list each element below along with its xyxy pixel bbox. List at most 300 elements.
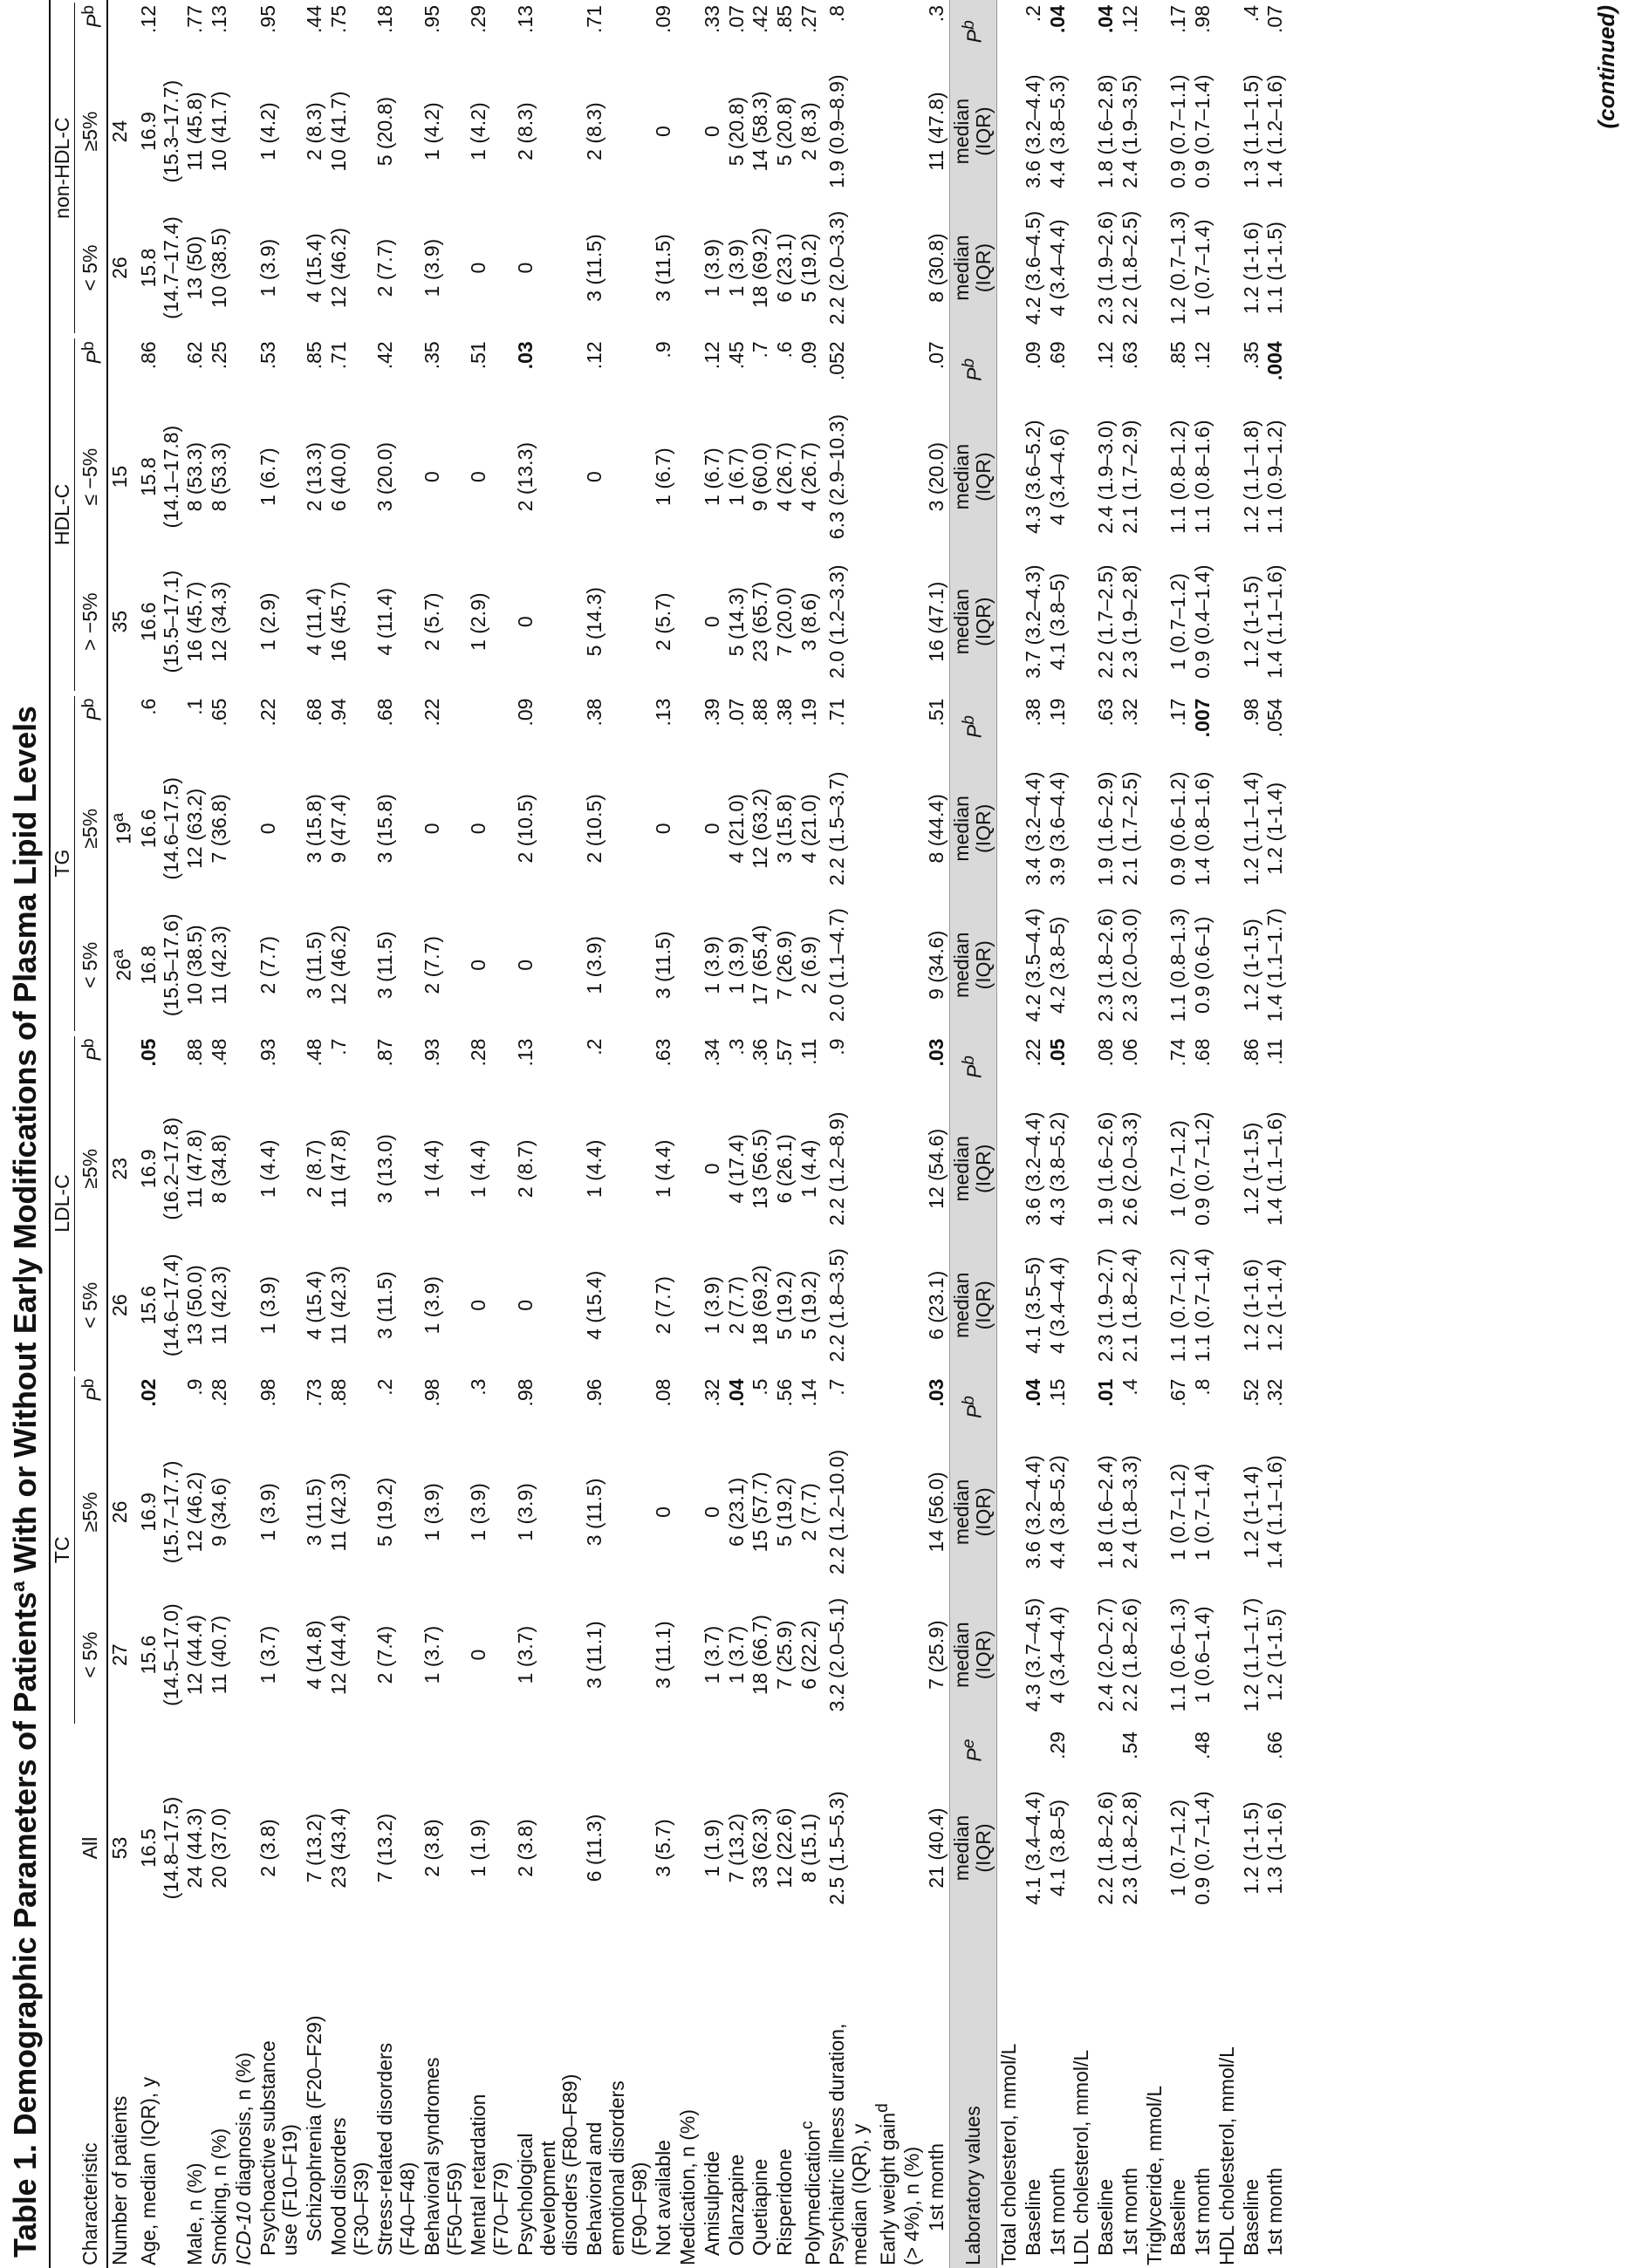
p-header: $P^b$ bbox=[79, 1374, 107, 1441]
value-cell: 5 (19.2) bbox=[773, 1270, 797, 1340]
p-value-cell: .94 bbox=[326, 698, 350, 727]
lab-median-header: median (IQR) bbox=[949, 200, 997, 336]
subheader: ≥5% bbox=[79, 63, 107, 199]
value-cell: 23 bbox=[108, 1158, 132, 1180]
value-cell: 7 (13.2) bbox=[373, 1813, 397, 1883]
p-value-cell: .9 bbox=[183, 1378, 207, 1396]
lab-median-header: median (IQR) bbox=[949, 63, 997, 199]
value-cell bbox=[232, 63, 257, 199]
value-cell: 2 (7.7) bbox=[420, 936, 443, 994]
subheader: > −5% bbox=[79, 550, 107, 693]
table-row bbox=[1143, 0, 1167, 2268]
row-label: Psychiatric illness duration, median (IQR), y bbox=[825, 2023, 871, 2265]
value-cell bbox=[872, 1583, 900, 1726]
value-cell: 4 (26.7) bbox=[797, 441, 820, 512]
value-cell: 4 (14.8) bbox=[303, 1620, 326, 1690]
value-cell: 1.8 (1.6–2.8) bbox=[1094, 74, 1118, 188]
p-value-cell bbox=[1070, 1726, 1094, 1774]
value-cell: 2.2 (1.2–10.0) bbox=[825, 1449, 849, 1575]
value-cell: 26 bbox=[108, 256, 132, 279]
value-cell: 1.2 (1.1–1.7) bbox=[1239, 1597, 1262, 1712]
p-value-cell bbox=[1215, 1034, 1240, 1101]
p-value-cell: .12 bbox=[136, 5, 160, 33]
value-cell: 4 (3.4–4.4) bbox=[1045, 219, 1069, 317]
value-cell: 4 (3.4–4.4) bbox=[1045, 1606, 1069, 1704]
value-cell bbox=[1215, 1441, 1240, 1584]
lab-median-header: median (IQR) bbox=[949, 1101, 997, 1237]
value-cell: 2.3 (2.0–3.0) bbox=[1118, 908, 1141, 1022]
value-cell: 2 (7.7) bbox=[797, 1483, 820, 1541]
row-label: Age, median (IQR), y bbox=[136, 2076, 160, 2265]
row-label: Mood disorders (F30–F39) bbox=[326, 2117, 373, 2256]
p-header: $P^b$ bbox=[79, 0, 107, 63]
p-value-cell: .29 bbox=[467, 5, 490, 33]
value-cell: 1 (6.7) bbox=[700, 447, 723, 506]
value-cell: 1.1 (0.8–1.6) bbox=[1191, 420, 1214, 534]
value-cell: 1 (3.7) bbox=[724, 1625, 748, 1684]
value-cell bbox=[1143, 1774, 1167, 1922]
value-cell: 2 (3.8) bbox=[420, 1819, 443, 1877]
p-value-cell: .77 bbox=[183, 5, 207, 33]
table-row bbox=[107, 0, 136, 2268]
row-label: Medication, n (%) bbox=[676, 2109, 700, 2265]
row-label: Baseline bbox=[1239, 2178, 1262, 2256]
value-cell: 1.2 (1.1–1.8) bbox=[1239, 420, 1262, 534]
p-value-cell: .17 bbox=[1166, 698, 1190, 727]
p-value-cell: .85 bbox=[303, 341, 326, 370]
value-cell: 0 bbox=[700, 126, 723, 138]
value-cell: 9 (60.0) bbox=[749, 441, 772, 512]
value-cell: 1 (3.9) bbox=[420, 1276, 443, 1335]
p-value-cell bbox=[872, 0, 900, 63]
all-header: All bbox=[79, 1774, 107, 1922]
value-cell bbox=[676, 550, 701, 693]
value-cell bbox=[872, 403, 900, 550]
lab-p-header: $P^b$ bbox=[949, 1034, 997, 1101]
value-cell: 11 (42.3) bbox=[208, 926, 231, 1005]
value-cell: 2.2 (1.8–2.6) bbox=[1094, 1791, 1118, 1905]
value-cell: 11 (40.7) bbox=[208, 1615, 231, 1695]
p-value-cell: .03 bbox=[513, 341, 537, 370]
p-value-cell: .71 bbox=[326, 341, 350, 370]
p-value-cell bbox=[900, 1374, 925, 1441]
p-value-cell bbox=[676, 0, 701, 63]
p-value-cell: .15 bbox=[1045, 1378, 1069, 1407]
p-value-cell: .07 bbox=[724, 5, 748, 33]
row-label: Male, n (%) bbox=[183, 2162, 207, 2265]
value-cell: 4 (11.4) bbox=[303, 587, 326, 656]
p-value-cell bbox=[514, 1726, 583, 1774]
p-value-cell: .07 bbox=[724, 698, 748, 727]
p-value-cell: .66 bbox=[1263, 1731, 1287, 1759]
value-cell: 2.2 (1.5–3.7) bbox=[825, 771, 849, 886]
value-cell: 4 (15.4) bbox=[583, 1270, 606, 1340]
value-cell: 0.9 (0.4–1.4) bbox=[1191, 564, 1214, 679]
value-cell bbox=[1070, 1101, 1094, 1237]
value-cell: 9 (34.6) bbox=[208, 1477, 231, 1547]
p-value-cell bbox=[107, 336, 136, 403]
table-row bbox=[1070, 0, 1094, 2268]
value-cell: 2.4 (1.9–3.0) bbox=[1094, 420, 1118, 534]
value-cell: 2 (8.3) bbox=[583, 102, 606, 161]
value-cell: 1.1 (0.8–1.2) bbox=[1166, 420, 1190, 534]
p-value-cell: .71 bbox=[583, 5, 606, 33]
table-row bbox=[825, 0, 872, 2268]
p-value-cell: .6 bbox=[773, 341, 797, 359]
value-cell: 2 (7.7) bbox=[652, 1276, 675, 1335]
value-cell bbox=[1070, 761, 1094, 897]
p-value-cell bbox=[107, 1034, 136, 1101]
value-cell bbox=[676, 1237, 701, 1373]
value-cell: 1.2 (1-1.4) bbox=[1263, 782, 1287, 875]
value-cell bbox=[232, 1237, 257, 1373]
value-cell: 3 (15.8) bbox=[303, 794, 326, 864]
p-value-cell: .12 bbox=[1118, 5, 1141, 33]
p-value-cell: .88 bbox=[326, 1378, 350, 1407]
value-cell: 4.3 (3.6–5.2) bbox=[1021, 420, 1044, 534]
value-cell bbox=[1215, 550, 1240, 693]
value-cell: 1 (0.7–1.2) bbox=[1166, 1799, 1190, 1897]
value-cell: 4.1 (3.8–5) bbox=[1045, 573, 1069, 671]
value-cell bbox=[676, 403, 701, 550]
value-cell bbox=[1070, 1237, 1094, 1373]
p-value-cell: .4 bbox=[1239, 5, 1262, 23]
value-cell: 2.2 (1.8–2.5) bbox=[1118, 210, 1141, 325]
value-cell: 1 (0.7–1.4) bbox=[1191, 1463, 1214, 1561]
p-value-cell: .29 bbox=[1045, 1731, 1069, 1759]
value-cell bbox=[997, 1237, 1022, 1373]
p-value-cell: .04 bbox=[1021, 1378, 1044, 1407]
value-cell bbox=[1070, 1774, 1094, 1922]
table-row bbox=[1215, 0, 1240, 2268]
p-value-cell bbox=[1143, 336, 1167, 403]
p-value-cell: .19 bbox=[1045, 698, 1069, 727]
p-value-cell: .69 bbox=[1045, 341, 1069, 370]
value-cell: 17 (65.4) bbox=[749, 925, 772, 1006]
value-cell: 4.3 (3.7–4.5) bbox=[1021, 1597, 1044, 1712]
p-value-cell: .48 bbox=[208, 1038, 231, 1067]
value-cell: 1.4 (1.2–1.6) bbox=[1263, 74, 1287, 188]
row-label: 1st month bbox=[1263, 2168, 1287, 2256]
value-cell: 13 (50.0) bbox=[183, 1265, 207, 1346]
p-value-cell: .33 bbox=[700, 5, 723, 33]
value-cell: 6 (26.1) bbox=[773, 1134, 797, 1204]
header-row-groups bbox=[50, 0, 79, 2268]
row-label: Number of patients bbox=[108, 2095, 132, 2265]
subheader: ≥5% bbox=[79, 761, 107, 897]
value-cell: 5 (19.2) bbox=[797, 233, 820, 303]
p-value-cell bbox=[232, 693, 257, 761]
p-value-cell bbox=[1215, 1726, 1240, 1774]
value-cell: 2 (7.7) bbox=[373, 238, 397, 297]
value-cell: 4 (21.0) bbox=[797, 794, 820, 864]
lab-p-header: $P^b$ bbox=[949, 1374, 997, 1441]
value-cell bbox=[997, 200, 1022, 336]
p-value-cell: .32 bbox=[1118, 698, 1141, 727]
value-cell: 5 (19.2) bbox=[773, 1477, 797, 1547]
value-cell: 0 bbox=[513, 262, 537, 274]
value-cell: 0 bbox=[700, 1163, 723, 1175]
value-cell: 6 (23.1) bbox=[773, 233, 797, 303]
value-cell: 7 (20.0) bbox=[773, 587, 797, 657]
value-cell: 1 (3.9) bbox=[256, 1276, 279, 1335]
p-value-cell bbox=[997, 1726, 1022, 1774]
value-cell bbox=[676, 1441, 701, 1584]
lab-median-header: median (IQR) bbox=[949, 1441, 997, 1584]
value-cell: 9 (34.6) bbox=[924, 930, 947, 1000]
value-cell bbox=[1070, 550, 1094, 693]
table-row bbox=[373, 0, 421, 2268]
value-cell: 12 (44.4) bbox=[326, 1615, 350, 1696]
value-cell: 2 (13.3) bbox=[513, 441, 537, 512]
row-label: Behavioral and emotional disorders (F90–F98) bbox=[583, 2080, 651, 2256]
p-value-cell: .2 bbox=[583, 1038, 606, 1055]
p-value-cell bbox=[1143, 1374, 1167, 1441]
value-cell: 12 (63.2) bbox=[749, 788, 772, 869]
value-cell: 0 bbox=[256, 823, 279, 835]
value-cell: 4.4 (3.8–5.2) bbox=[1045, 1455, 1069, 1569]
p-value-cell bbox=[749, 1726, 773, 1774]
value-cell bbox=[676, 63, 701, 199]
p-value-cell: .05 bbox=[1045, 1038, 1069, 1067]
value-cell: 0.9 (0.7–1.1) bbox=[1166, 74, 1190, 188]
p-value-cell: .38 bbox=[773, 698, 797, 727]
value-cell: 3 (11.5) bbox=[303, 1478, 326, 1547]
p-value-cell bbox=[107, 0, 136, 63]
value-cell: 3 (11.5) bbox=[373, 931, 397, 1000]
lab-body bbox=[997, 0, 1289, 2268]
value-cell: 2 (6.9) bbox=[797, 936, 820, 994]
p-value-cell bbox=[676, 1374, 701, 1441]
value-cell: 2 (10.5) bbox=[513, 794, 537, 864]
value-cell: 16 (45.7) bbox=[326, 581, 350, 662]
p-value-cell bbox=[773, 1726, 797, 1774]
lab-section bbox=[949, 0, 997, 2268]
value-cell: 7 (25.9) bbox=[924, 1620, 947, 1690]
value-cell: 18 (69.2) bbox=[749, 1265, 772, 1346]
value-cell: 2.3 (1.9–2.6) bbox=[1094, 210, 1118, 325]
value-cell: 21 (40.4) bbox=[924, 1807, 947, 1889]
value-cell bbox=[1215, 1101, 1240, 1237]
value-cell: 12 (63.2) bbox=[183, 788, 207, 869]
p-value-cell: .03 bbox=[924, 1038, 947, 1067]
value-cell: 0.9 (0.6–1.2) bbox=[1166, 771, 1190, 886]
p-value-cell bbox=[997, 1374, 1022, 1441]
value-cell: 0 bbox=[467, 471, 490, 483]
p-value-cell bbox=[872, 1034, 900, 1101]
table-row bbox=[1263, 0, 1288, 2268]
value-cell: 11 (42.3) bbox=[326, 1266, 350, 1345]
value-cell bbox=[872, 1441, 900, 1584]
value-cell bbox=[900, 1237, 925, 1373]
value-cell: 1.1 (0.7–1.2) bbox=[1166, 1248, 1190, 1363]
value-cell: 1 (1.9) bbox=[700, 1819, 723, 1877]
value-cell: 1 (3.9) bbox=[583, 936, 606, 994]
table-row bbox=[997, 0, 1022, 2268]
value-cell: 12 (54.6) bbox=[924, 1128, 947, 1209]
value-cell: 2.2 (1.2–8.9) bbox=[825, 1111, 849, 1226]
table-row bbox=[514, 0, 583, 2268]
value-cell: 26 bbox=[108, 1500, 132, 1524]
value-cell: 2.4 (2.0–2.7) bbox=[1094, 1597, 1118, 1712]
row-label: Baseline bbox=[1021, 2178, 1044, 2256]
row-label: Schizophrenia (F20–F29) bbox=[303, 2015, 326, 2242]
value-cell bbox=[872, 1237, 900, 1373]
p-value-cell: .5 bbox=[749, 1378, 772, 1396]
p-value-cell: .08 bbox=[1094, 1038, 1118, 1067]
value-cell bbox=[1070, 403, 1094, 550]
value-cell: 1.2 (1-1.5) bbox=[1239, 919, 1262, 1012]
value-cell: 2.6 (2.0–3.3) bbox=[1118, 1111, 1141, 1226]
value-cell: 2 (8.7) bbox=[513, 1139, 537, 1199]
p-value-cell: .63 bbox=[652, 1038, 675, 1067]
value-cell: 2.2 (1.8–2.6) bbox=[1118, 1597, 1141, 1712]
value-cell bbox=[997, 761, 1022, 897]
value-cell bbox=[676, 897, 701, 1033]
value-cell: 2 (7.7) bbox=[724, 1276, 748, 1335]
value-cell: 1 (2.9) bbox=[467, 592, 490, 651]
table-row bbox=[1119, 0, 1143, 2268]
value-cell: 3 (11.5) bbox=[583, 234, 606, 302]
value-cell: 1.2 (1-1.4) bbox=[1239, 1465, 1262, 1559]
value-cell: 2.0 (1.2–3.3) bbox=[825, 564, 849, 679]
value-cell: 2.1 (1.8–2.4) bbox=[1118, 1248, 1141, 1363]
value-cell: 16.6 (14.6–17.5) bbox=[136, 777, 182, 880]
value-cell: 5 (20.8) bbox=[724, 96, 748, 167]
value-cell: 1.2 (1-1.5) bbox=[1239, 1122, 1262, 1215]
value-cell bbox=[1215, 200, 1240, 336]
value-cell: 1 (0.6–1.4) bbox=[1191, 1606, 1214, 1704]
p-value-cell: .06 bbox=[1118, 1038, 1141, 1067]
p-value-cell: .09 bbox=[1021, 341, 1044, 370]
value-cell: 12 (44.4) bbox=[183, 1615, 207, 1696]
p-value-cell bbox=[676, 336, 701, 403]
value-cell: 2 (7.4) bbox=[373, 1625, 397, 1684]
p-value-cell bbox=[925, 1726, 949, 1774]
p-value-cell: .45 bbox=[724, 341, 748, 370]
subheader: ≤ −5% bbox=[79, 403, 107, 550]
lab-p-header: $P^b$ bbox=[949, 693, 997, 761]
value-cell: 1.3 (1-1.6) bbox=[1263, 1801, 1287, 1895]
value-cell bbox=[1143, 761, 1167, 897]
p-value-cell bbox=[1143, 1726, 1167, 1774]
value-cell: 15 bbox=[108, 465, 132, 488]
value-cell: 1.2 (1-1.5) bbox=[1239, 575, 1262, 668]
p-value-cell: .9 bbox=[652, 341, 675, 359]
value-cell bbox=[900, 550, 925, 693]
row-label: Triglyceride, mmol/L bbox=[1142, 2085, 1166, 2265]
value-cell: 4 (15.4) bbox=[303, 1270, 326, 1340]
value-cell: 10 (41.7) bbox=[208, 91, 231, 172]
p-value-cell bbox=[1143, 1034, 1167, 1101]
row-label: Baseline bbox=[1166, 2178, 1190, 2256]
value-cell: 1.4 (1.1–1.6) bbox=[1263, 1455, 1287, 1569]
p-value-cell: .38 bbox=[583, 698, 606, 727]
value-cell: 1 (3.9) bbox=[513, 1483, 537, 1541]
value-cell: 0 bbox=[467, 1299, 490, 1311]
value-cell: 14 (56.0) bbox=[924, 1472, 947, 1553]
value-cell: 0 bbox=[467, 959, 490, 971]
value-cell bbox=[997, 550, 1022, 693]
value-cell bbox=[1143, 200, 1167, 336]
value-cell bbox=[872, 550, 900, 693]
table-row bbox=[303, 0, 327, 2268]
value-cell bbox=[900, 1774, 925, 1922]
value-cell: 9 (47.4) bbox=[326, 794, 350, 864]
p-value-cell: .34 bbox=[700, 1038, 723, 1067]
value-cell: 7 (13.2) bbox=[303, 1813, 326, 1883]
value-cell: 1.2 (1-1.6) bbox=[1239, 222, 1262, 315]
value-cell: 4.4 (3.8–5.3) bbox=[1045, 74, 1069, 188]
row-label: Quetiapine bbox=[749, 2158, 772, 2256]
value-cell: 2.2 (1.8–3.5) bbox=[825, 1248, 849, 1363]
value-cell: 15.8 (14.1–17.8) bbox=[136, 425, 182, 529]
table-row bbox=[257, 0, 304, 2268]
value-cell: 2.4 (1.9–3.5) bbox=[1118, 74, 1141, 188]
p-value-cell: .09 bbox=[797, 341, 820, 370]
group-header: non-HDL-C bbox=[50, 0, 79, 336]
row-label: (> 4%), n (%) bbox=[900, 2146, 924, 2265]
group-header: TG bbox=[50, 693, 79, 1034]
p-value-cell bbox=[872, 693, 900, 761]
p-value-cell: .68 bbox=[1191, 1038, 1214, 1067]
value-cell: 4.2 (3.5–4.4) bbox=[1021, 908, 1044, 1022]
value-cell: 6 (11.3) bbox=[583, 1814, 606, 1882]
p-value-cell: .96 bbox=[583, 1378, 606, 1407]
value-cell: 6 (22.2) bbox=[797, 1620, 820, 1690]
p-value-cell bbox=[676, 1034, 701, 1101]
p-value-cell bbox=[997, 1034, 1022, 1101]
p-value-cell: .98 bbox=[1239, 698, 1262, 727]
p-value-cell: .63 bbox=[1094, 698, 1118, 727]
value-cell: 10 (38.5) bbox=[183, 925, 207, 1006]
value-cell: 1.2 (1-1.5) bbox=[1239, 1801, 1262, 1895]
p-value-cell: .44 bbox=[303, 5, 326, 33]
value-cell: 1.4 (0.8–1.6) bbox=[1191, 771, 1214, 886]
lab-header-row bbox=[949, 0, 997, 2268]
value-cell: 8 (53.3) bbox=[208, 441, 231, 512]
value-cell: 2.2 (1.7–2.5) bbox=[1094, 564, 1118, 679]
p-value-cell: .98 bbox=[256, 1378, 279, 1407]
value-cell: 11 (47.8) bbox=[183, 1129, 207, 1208]
value-cell bbox=[1143, 1441, 1167, 1584]
value-cell: 1 (4.2) bbox=[420, 102, 443, 161]
value-cell: 15.6 (14.5–17.0) bbox=[136, 1603, 182, 1706]
p-value-cell bbox=[652, 1726, 676, 1774]
value-cell: 4 (11.4) bbox=[373, 587, 397, 656]
value-cell: 1.4 (1.1–1.6) bbox=[1263, 1111, 1287, 1226]
p-value-cell: .01 bbox=[1094, 1378, 1118, 1407]
p-value-cell: .98 bbox=[1191, 5, 1214, 33]
value-cell: 5 (19.2) bbox=[797, 1270, 820, 1340]
value-cell: 1.2 (1-1.4) bbox=[1263, 1259, 1287, 1352]
value-cell: 1 (4.4) bbox=[797, 1139, 820, 1199]
value-cell: 0 bbox=[513, 616, 537, 628]
value-cell: 3 (5.7) bbox=[652, 1819, 675, 1877]
value-cell bbox=[1215, 897, 1240, 1033]
value-cell: 1 (3.9) bbox=[700, 1276, 723, 1335]
value-cell: 2 (8.3) bbox=[303, 102, 326, 161]
p-value-cell bbox=[825, 1726, 872, 1774]
value-cell: 12 (34.3) bbox=[208, 581, 231, 662]
table-row bbox=[583, 0, 652, 2268]
row-label: 1st month bbox=[1045, 2168, 1069, 2256]
value-cell bbox=[997, 897, 1022, 1033]
p-value-cell bbox=[107, 1374, 136, 1441]
p-value-cell: .95 bbox=[420, 5, 443, 33]
p-value-cell: .4 bbox=[1118, 1378, 1141, 1396]
value-cell: 0.9 (0.7–1.4) bbox=[1191, 74, 1214, 188]
